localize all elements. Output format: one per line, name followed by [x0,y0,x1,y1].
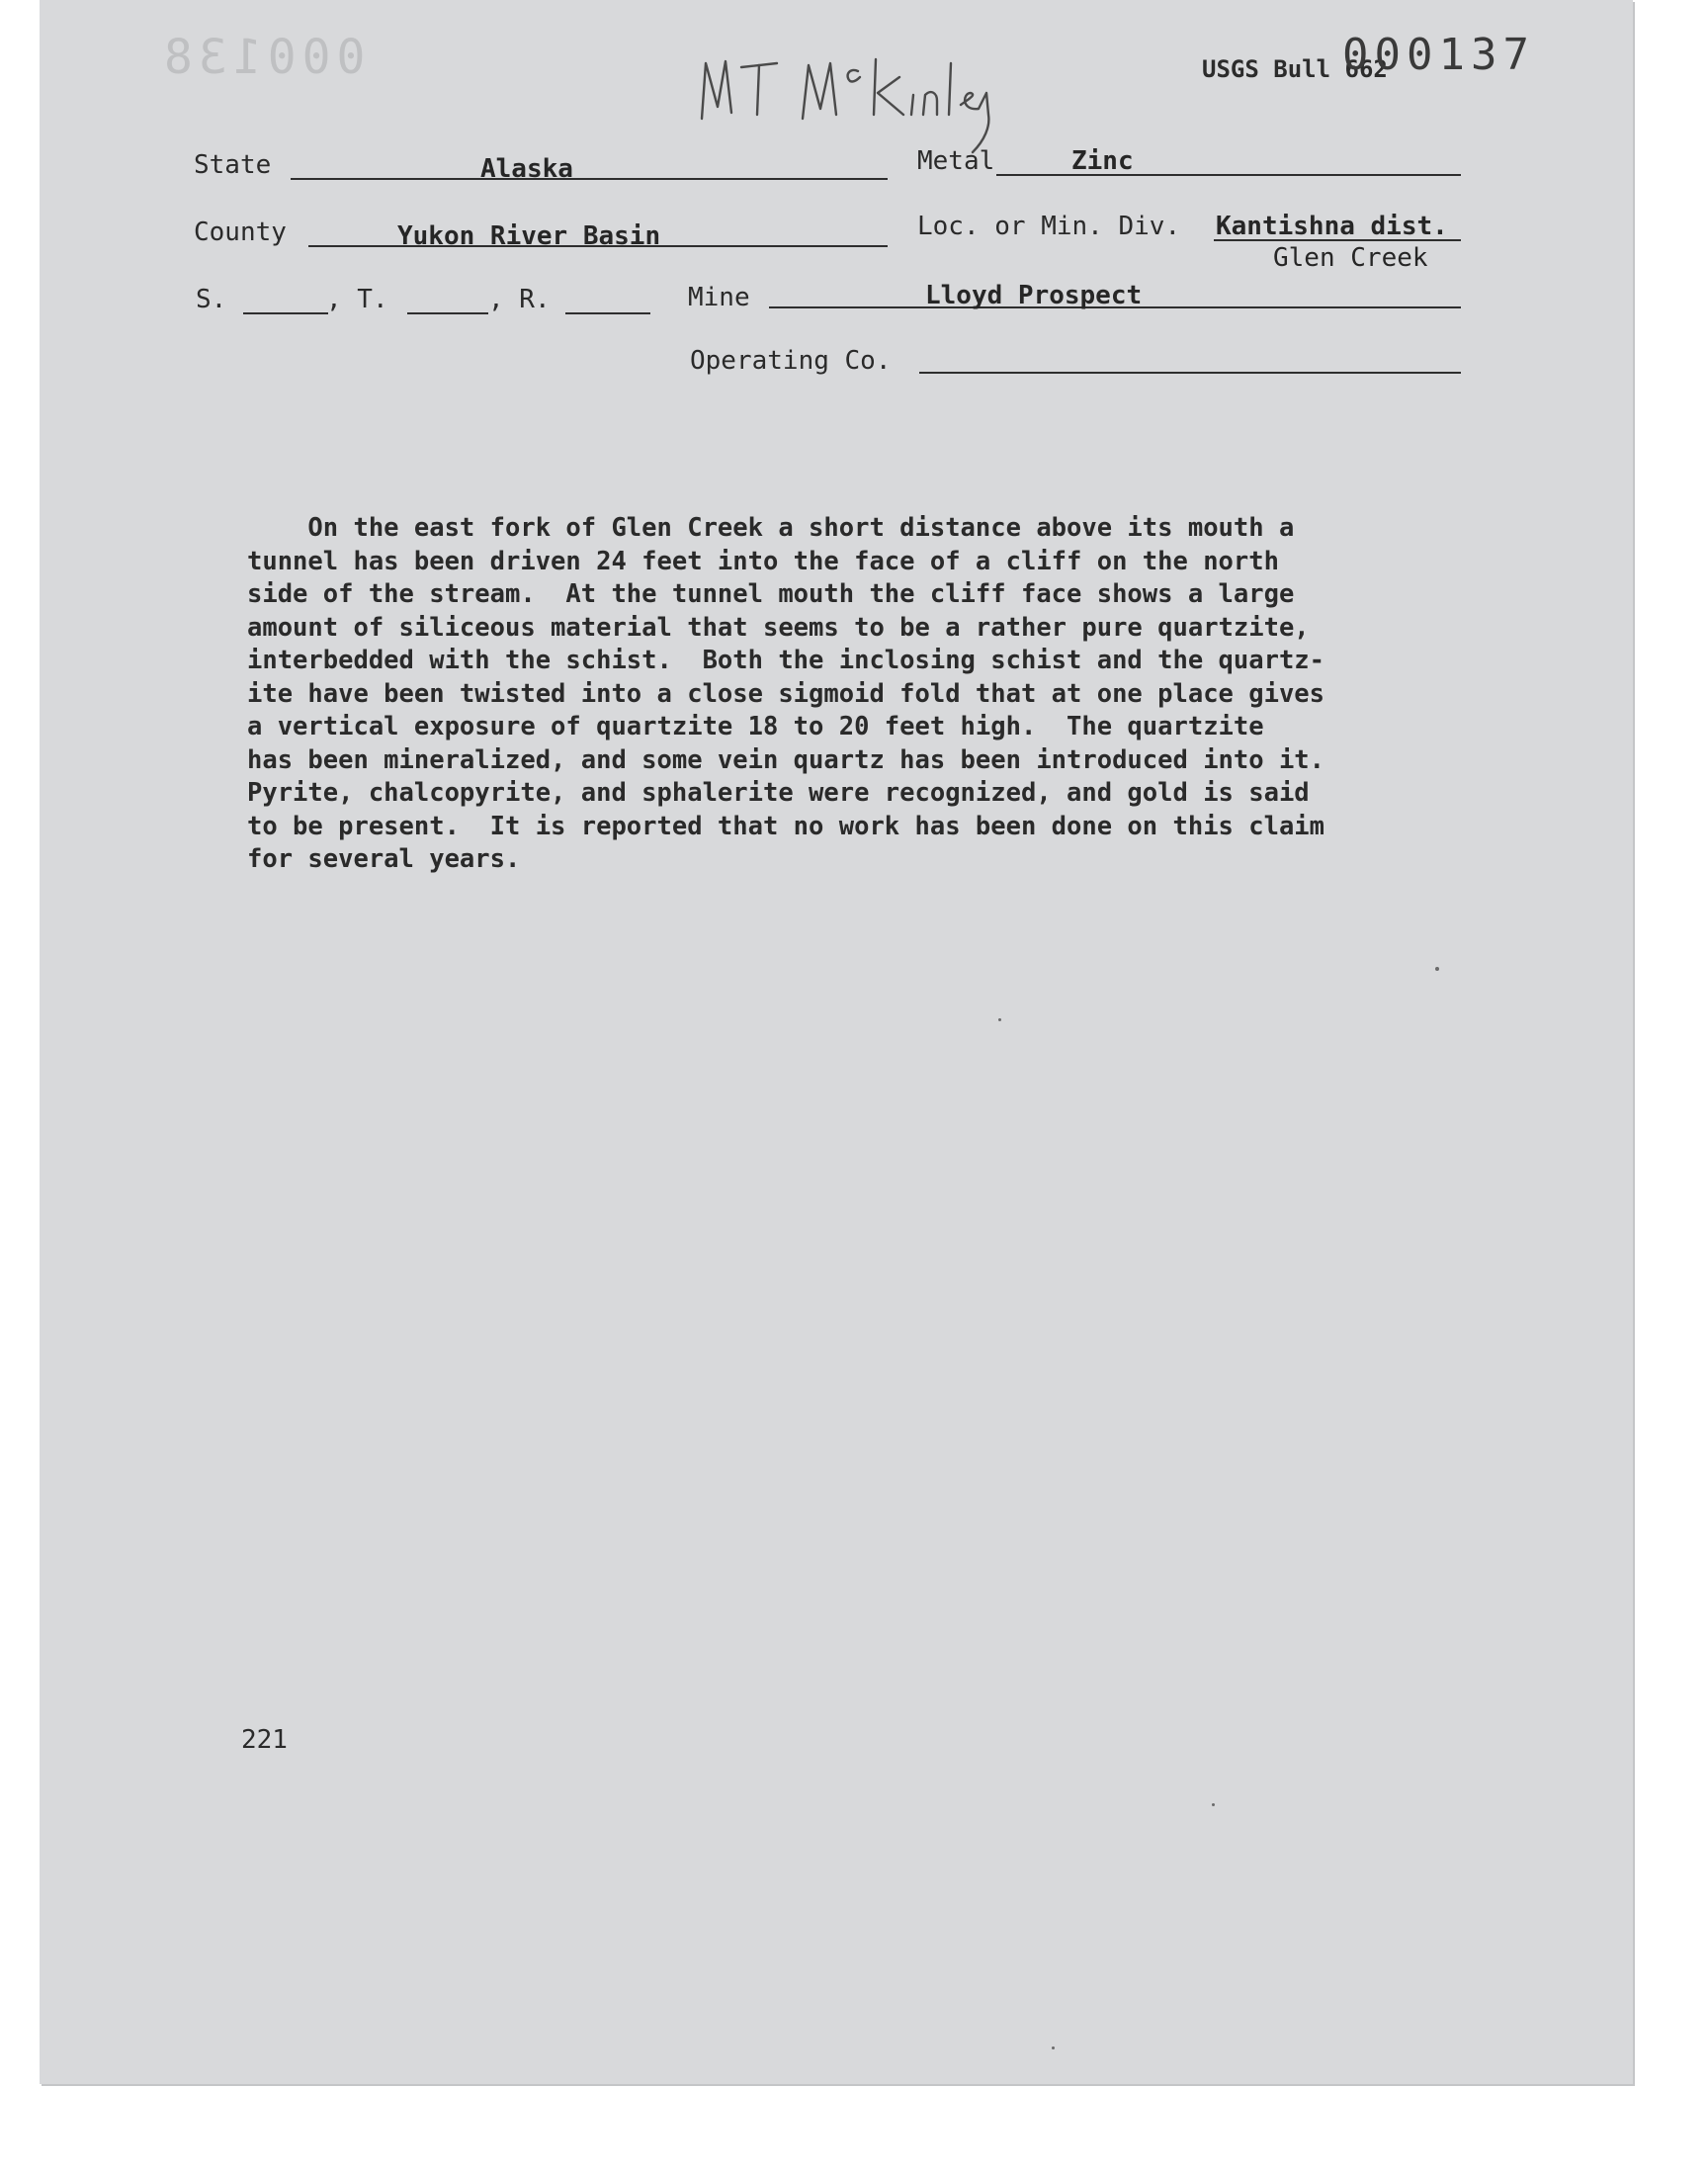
handwritten-annotation [692,49,1068,158]
state-label: State [194,150,272,180]
paper-speck [1212,1803,1215,1806]
metal-value: Zinc [1071,146,1134,176]
loc-underline [1214,239,1461,241]
mine-label: Mine [688,283,750,312]
state-underline [291,178,888,180]
section-underline [243,312,328,314]
paper-speck [1435,967,1439,971]
range-label: , R. [488,285,551,314]
metal-underline [996,174,1461,176]
paper-speck [998,1018,1001,1021]
operating-co-label: Operating Co. [690,346,892,376]
handwritten-note-text: Mt McKinley [692,49,699,50]
state-value: Alaska [480,154,573,184]
range-underline [565,312,650,314]
description-paragraph: On the east fork of Glen Creek a short distance above its mouth a tunnel has been driven 24 feet into the face of a cliff on the north side of the stream. At the tunnel mouth the cliff face shows a large amount of siliceous material that seems to be a rather pure quartzite, interbedded with the schist. Both the inclosing schist and the quartz- ite have been twisted into a close sigmoid fold that at one place gives a vertical exposure of quartzite 18 to 20 feet high. The quartzite has been mineralized, and some vein quartz has been introduced into it. Pyrite, chalcopyrite, and sphalerite were recognized, and gold is said to be present. It is reported that no work has been done on this claim for several years. [247,513,1325,874]
township-label: , T. [326,285,388,314]
operating-co-underline [919,372,1461,374]
mine-value: Lloyd Prospect [925,281,1143,310]
county-value: Yukon River Basin [397,221,661,251]
page-number: 221 [241,1725,288,1755]
loc-value-secondary: Glen Creek [1273,243,1428,273]
loc-value: Kantishna dist. [1216,212,1448,241]
metal-label: Metal [917,146,995,176]
stamp-number: 000137 [1342,30,1535,80]
township-underline [407,312,488,314]
section-label: S. [196,285,227,314]
paper-speck [1052,2046,1055,2049]
county-label: County [194,218,287,247]
bleed-through-number: 000138 [158,30,366,85]
loc-label: Loc. or Min. Div. [917,212,1181,241]
document-page [40,0,1633,2084]
usgs-reference: USGS Bull 662 [1202,55,1388,83]
